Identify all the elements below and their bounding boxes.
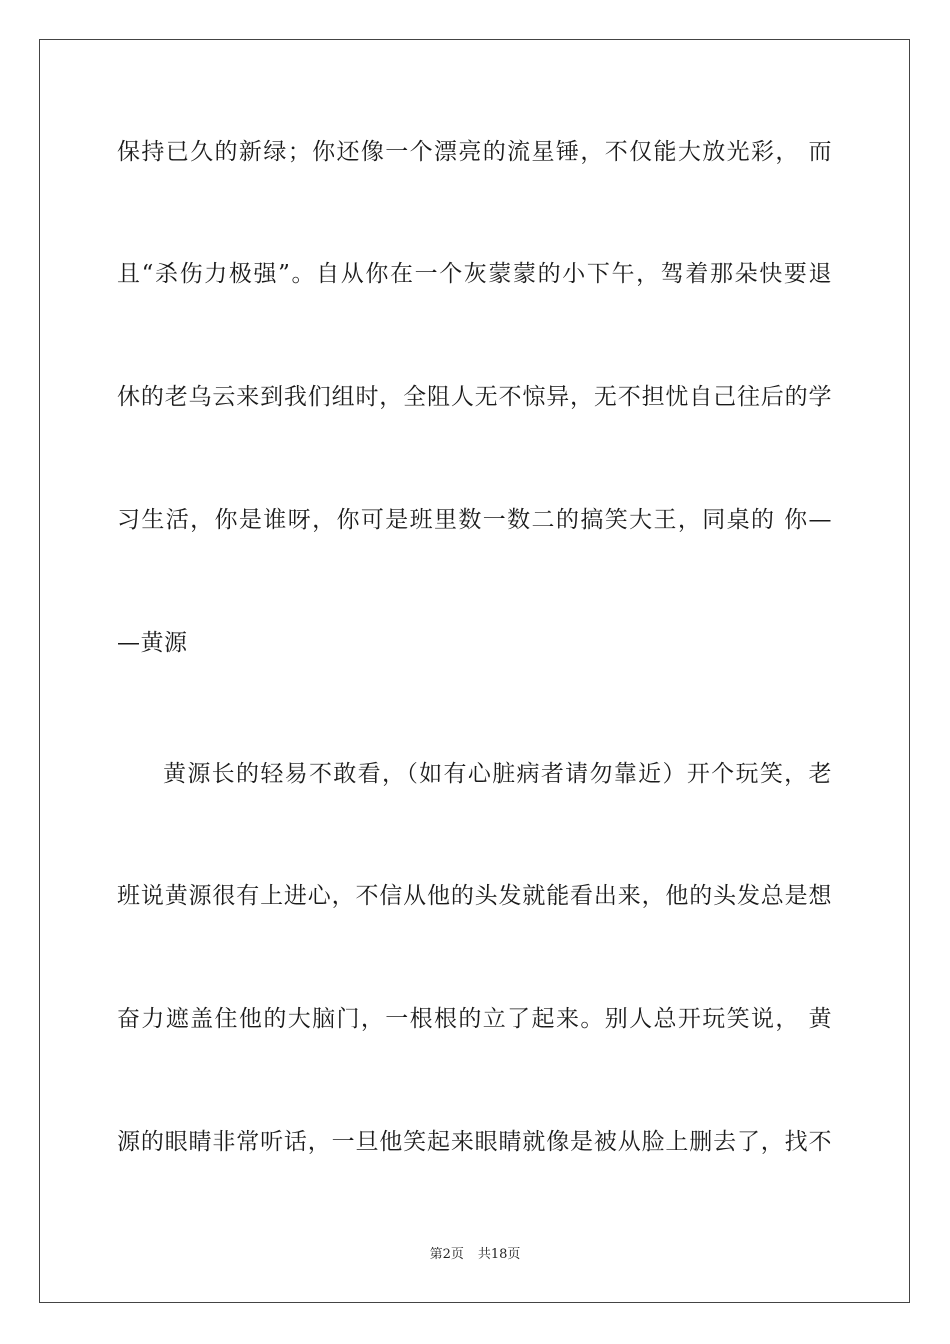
text-line: 保持已久的新绿；你还像一个漂亮的流星锤，不仅能大放光彩， 而 bbox=[117, 139, 832, 165]
page-border bbox=[39, 39, 910, 1303]
text-line: —黄源 bbox=[117, 630, 188, 656]
text-line: 习生活，你是谁呀，你可是班里数一数二的搞笑大王，同桌的 你— bbox=[117, 507, 832, 533]
text-line: 奋力遮盖住他的大脑门，一根根的立了起来。别人总开玩笑说， 黄 bbox=[117, 1006, 832, 1032]
text-line: 休的老乌云来到我们组时，全阻人无不惊异，无不担忧自己往后的学 bbox=[117, 384, 832, 410]
paragraph-first-line: 黄源长的轻易不敢看，（如有心脏病者请勿靠近）开个玩笑，老 bbox=[163, 761, 832, 787]
page-number: 第2页 bbox=[429, 1247, 464, 1262]
text-line: 班说黄源很有上进心，不信从他的头发就能看出来，他的头发总是想 bbox=[117, 883, 832, 909]
text-line: 且“杀伤力极强”。自从你在一个灰蒙蒙的小下午，驾着那朵快要退 bbox=[117, 261, 832, 287]
text-line: 源的眼睛非常听话，一旦他笑起来眼睛就像是被从脸上删去了，找不 bbox=[117, 1129, 832, 1155]
page-footer bbox=[0, 1246, 950, 1264]
page-total: 共18页 bbox=[477, 1247, 521, 1262]
